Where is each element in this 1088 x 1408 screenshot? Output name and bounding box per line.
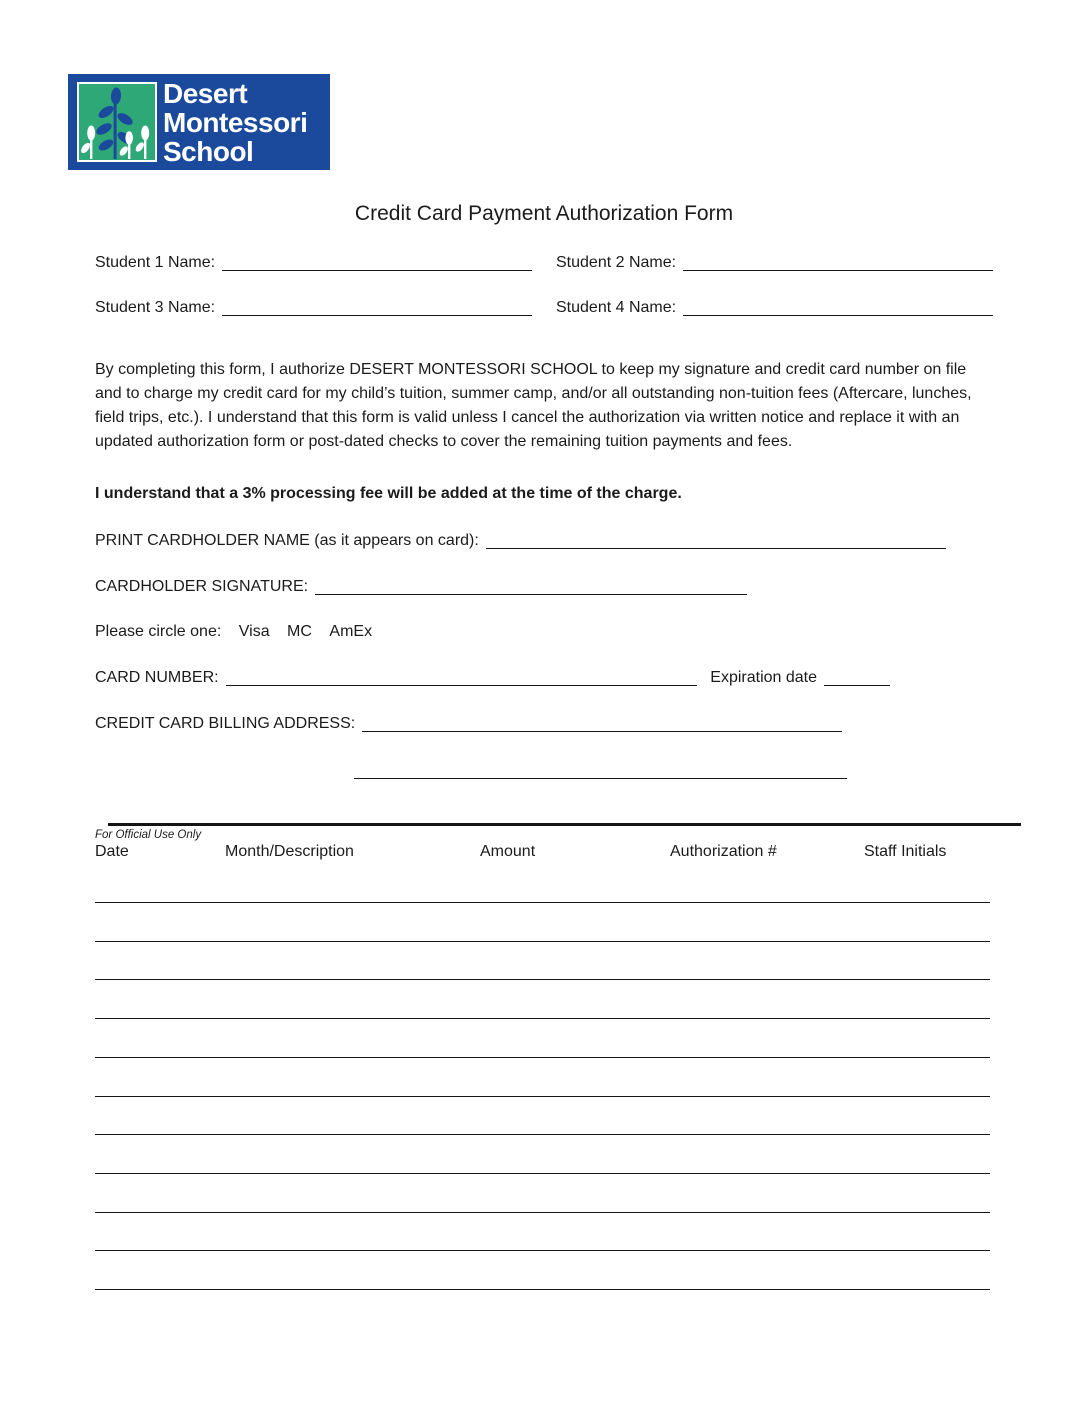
expiration-date-label: Expiration date [710,669,817,686]
official-section-divider [108,823,1021,826]
card-option-amex: AmEx [329,623,373,640]
cardholder-signature-field [95,577,747,596]
cardholder-name-blank [486,531,946,549]
logo-plant-panel [77,82,157,162]
student2-name-field [556,253,993,272]
official-blank-row-line [95,1018,990,1019]
student-name-row-1 [95,253,993,273]
billing-address-field [95,714,842,733]
student-name-row-2 [95,298,993,318]
student4-name-label: Student 4 Name: [556,299,677,316]
card-option-visa: Visa [238,623,270,640]
billing-address-blank-line2 [354,760,847,779]
card-number-blank [226,668,698,686]
official-use-note: For Official Use Only [95,829,202,841]
student2-name-label: Student 2 Name: [556,254,677,271]
form-title: Credit Card Payment Authorization Form [354,202,734,225]
card-type-row [95,622,372,641]
official-blank-row-line [95,941,990,942]
student4-name-blank [683,298,993,316]
student2-name-blank [683,253,993,271]
column-date: Date [95,843,129,860]
school-name-line3: School [163,136,254,167]
official-blank-row-line [95,1173,990,1174]
student4-name-field [556,298,993,317]
student1-name-label: Student 1 Name: [95,254,216,271]
column-amount: Amount [480,843,536,860]
column-staff-initials: Staff Initials [864,843,947,860]
school-name-line1: Desert [163,78,248,109]
circle-one-label: Please circle one: [95,623,222,640]
billing-address-label: CREDIT CARD BILLING ADDRESS: [95,715,356,732]
official-blank-row-line [95,1057,990,1058]
student1-name-blank [222,253,532,271]
official-blank-row-line [95,1134,990,1135]
official-blank-row-line [95,1096,990,1097]
card-number-label: CARD NUMBER: [95,669,219,686]
column-month-description: Month/Description [225,843,354,860]
cardholder-signature-blank [315,577,747,595]
school-logo [68,74,330,170]
official-blank-row-line [95,1212,990,1213]
school-name [163,79,307,166]
card-option-mc: MC [287,623,312,640]
official-blank-row-line [95,979,990,980]
school-name-line2: Montessori [163,107,308,138]
expiration-date-blank [824,668,890,686]
student3-name-field [95,298,532,317]
plants-icon [79,84,155,160]
cardholder-name-field [95,531,946,550]
processing-fee-notice: I understand that a 3% processing fee will be added at the time of the charge. [95,485,682,502]
student3-name-blank [222,298,532,316]
official-blank-row-line [95,902,990,903]
billing-address-blank [362,714,842,732]
cardholder-name-label: PRINT CARDHOLDER NAME (as it appears on card): [95,532,479,549]
column-authorization: Authorization # [670,843,777,860]
official-blank-row-line [95,1289,990,1290]
student1-name-field [95,253,532,272]
cardholder-signature-label: CARDHOLDER SIGNATURE: [95,578,309,595]
authorization-paragraph: By completing this form, I authorize DESERT MONTESSORI SCHOOL to keep my signature and credit card number on file and to charge my credit card for my child’s tuition, summer camp, and/or all outstanding non-tuition fees (Aftercare, lunches, field trips, etc.). I understand that this form is valid unless I cancel the authorization via written notice and replace it with an updated authorization form or post-dated checks to cover the remaining tuition payments and fees. [95,361,972,450]
student3-name-label: Student 3 Name: [95,299,216,316]
official-blank-row-line [95,1250,990,1251]
card-number-row [95,668,890,687]
